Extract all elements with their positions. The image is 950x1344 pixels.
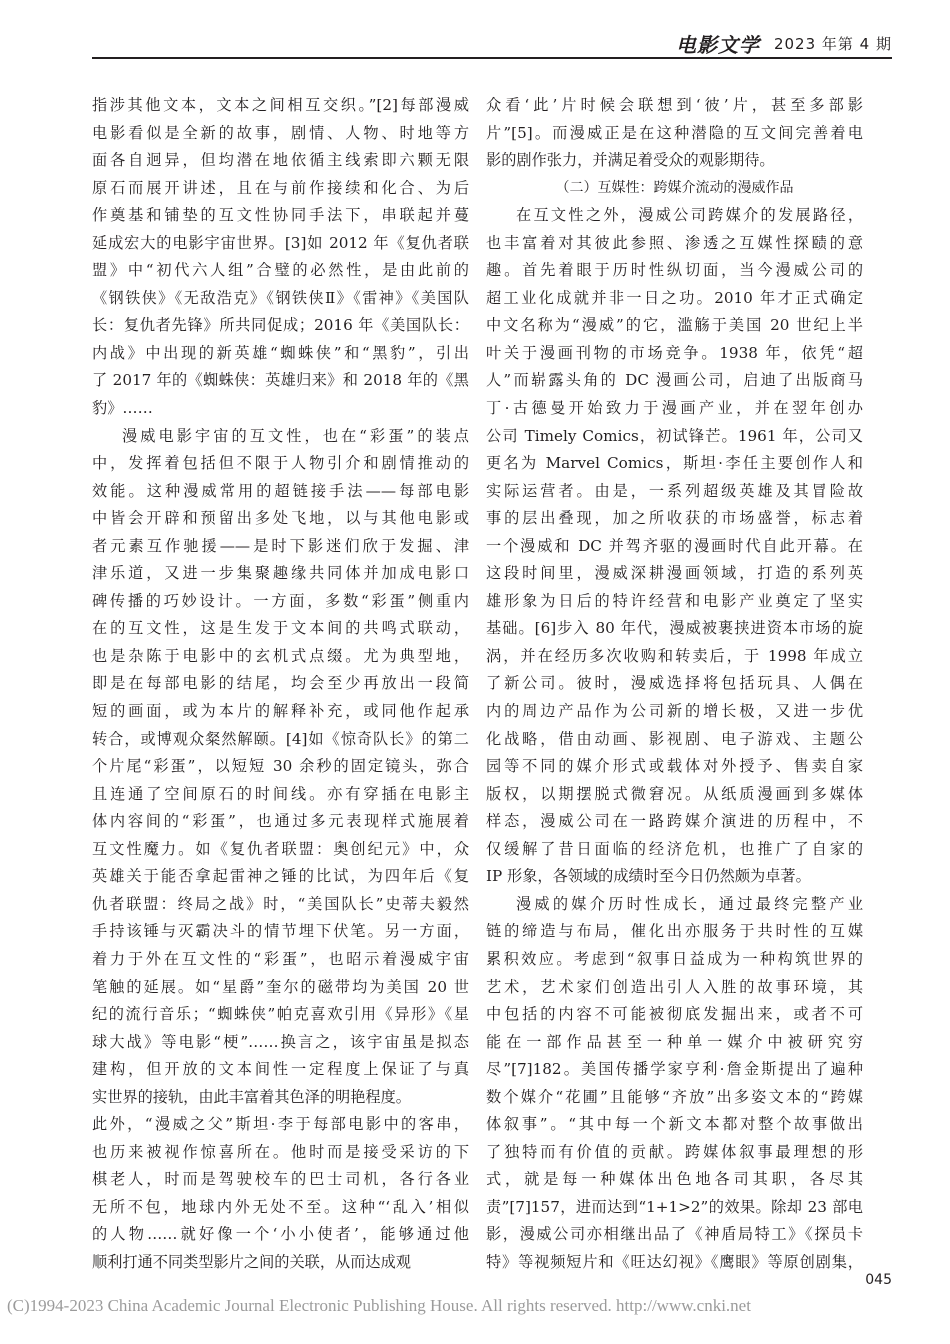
text-line: 互文性魔力。如《复仇者联盟：奥创纪元》中，众 [92, 839, 469, 858]
text-line: 豹》…… [92, 399, 153, 418]
text-line: 版权，以期摆脱式微窘况。从纸质漫画到多媒体 [486, 784, 863, 803]
issue-label: 2023 年第 4 期 [773, 34, 892, 53]
text-line: 津乐道，又进一步集聚趣缘共同体并加成电影口 [92, 564, 469, 583]
text-line: 英雄关于能否拿起雷神之锤的比试，为四年后《复 [92, 867, 469, 886]
text-line: 内战》中出现的新英雄“蜘蛛侠”和“黑豹”，引出 [92, 343, 469, 362]
text-line: 雄形象为日后的特许经营和电影产业奠定了坚实 [486, 591, 863, 610]
text-line: 中文名称为“漫威”的它，滥觞于美国 20 世纪上半 [486, 316, 863, 335]
page-number: 045 [865, 1272, 892, 1288]
text-line: 作奠基和铺垫的互文性协同手法下，串联起并蔓 [92, 206, 469, 225]
text-line: 特》等视频短片和《旺达幻视》《鹰眼》等原创剧集， [486, 1252, 863, 1271]
text-line: 人”而崭露头角的 DC 漫画公司，启迪了出版商马 [486, 371, 863, 390]
text-line: 且连通了空间原石的时间线。亦有穿插在电影主 [92, 784, 469, 803]
text-line: 效能。这种漫威常用的超链接手法——每部电影 [92, 481, 469, 500]
text-line: 能在一部作品甚至一种单一媒介中被研究穷 [486, 1032, 863, 1051]
text-line: 无所不包，地球内外无处不至。这种“‘乱入’相似 [92, 1197, 469, 1216]
text-line: 碑传播的巧妙设计。一方面，多数“彩蛋”侧重内 [92, 591, 469, 610]
text-line: 式，就是每一种媒体出色地各司其职，各尽其 [486, 1170, 863, 1189]
text-line: 转合，或博观众粲然解颐。[4]如《惊奇队长》的第二 [92, 729, 469, 748]
text-line: 片”[5]。而漫威正是在这种潜隐的互文间完善着电 [486, 123, 863, 142]
text-line: 一个漫威和 DC 并驾齐驱的漫画时代自此开幕。在 [486, 536, 863, 555]
journal-logo: 电影文学 [675, 32, 760, 57]
text-line: 尽”[7]182。美国传播学家亨利·詹金斯提出了遍种 [486, 1060, 863, 1079]
text-line: 的人物……就好像一个‘小小使者’，能够通过他 [92, 1225, 469, 1244]
text-line: 累积效应。考虑到“叙事日益成为一种构筑世界的 [486, 949, 863, 968]
text-line: 短的画面，或为本片的解释补充，或同他作起承 [92, 702, 469, 721]
text-line: 中，发挥着包括但不限于人物引介和剧情推动的 [92, 454, 469, 473]
text-line: 仇者联盟：终局之战》时，“美国队长”史蒂夫毅然 [92, 894, 469, 913]
text-line: IP 形象，各领域的成绩时至今日仍然颇为卓著。 [486, 867, 811, 886]
text-line: 棋老人，时而是驾驶校车的巴士司机，各行各业 [92, 1170, 469, 1189]
text-line: 在互文性之外，漫威公司跨媒介的发展路径， [516, 206, 863, 225]
right-column [486, 92, 863, 1277]
text-line: 个片尾“彩蛋”，以短短 30 余秒的固定镜头，弥合 [92, 757, 469, 776]
text-line: 手持该锤与灭霸决斗的情节埋下伏笔。另一方面， [92, 922, 469, 941]
text-line: 漫威电影宇宙的互文性，也在“彩蛋”的装点 [122, 426, 469, 445]
text-line: 众看‘此’片时候会联想到‘彼’片，甚至多部影 [486, 96, 863, 114]
text-line: 仅缓解了昔日面临的经济危机，也推广了自家的 [486, 839, 863, 858]
text-line: 超工业化成就并非一日之功。2010 年才正式确定 [486, 288, 863, 307]
text-line: 《钢铁侠》《无敌浩克》《钢铁侠Ⅱ》《雷神》《美国队 [92, 288, 469, 307]
text-line: 链的缔造与布局，催化出亦服务于共时性的互媒 [486, 922, 863, 941]
text-line: 趣。首先着眼于历时性纵切面，当今漫威公司的 [486, 261, 863, 280]
left-column [92, 92, 469, 1277]
text-line: 了独特而有价值的贡献。跨媒体叙事最理想的形 [486, 1142, 863, 1161]
section-heading: （二）互媒性：跨媒介流动的漫威作品 [555, 179, 794, 196]
text-line: 着力于外在互文性的“彩蛋”，也昭示着漫威宇宙 [92, 949, 469, 968]
text-line: 公司 Timely Comics，初试锋芒。1961 年，公司又 [486, 426, 863, 445]
text-line: 也丰富着对其彼此参照、渗透之互媒性探赜的意 [486, 233, 863, 252]
text-line: 叶关于漫画刊物的市场竞争。1938 年，依凭“超 [486, 343, 863, 362]
text-line: 体内容间的“彩蛋”，也通过多元表现样式施展着 [92, 812, 469, 831]
text-line: 样态，漫威公司在一路跨媒介演进的历程中，不 [486, 812, 863, 831]
text-line: 事的层出叠现，加之所收获的市场盛誉，标志着 [486, 509, 863, 528]
text-line: 更名为 Marvel Comics，斯坦·李任主要创作人和 [486, 454, 863, 473]
text-line: 化战略，借由动画、影视剧、电子游戏、主题公 [486, 729, 863, 748]
text-line: 艺术，艺术家们创造出引人入胜的故事环境，其 [486, 977, 863, 996]
text-line: 了 2017 年的《蜘蛛侠：英雄归来》和 2018 年的《黑 [92, 371, 469, 390]
text-line: 顺利打通不同类型影片之间的关联，从而达成观 [92, 1252, 411, 1271]
text-line: 纪的流行音乐；“蜘蛛侠”帕克喜欢引用《异形》《星 [92, 1005, 469, 1024]
text-line: 延成宏大的电影宇宙世界。[3]如 2012 年《复仇者联 [92, 233, 469, 252]
text-line: 基础。[6]步入 80 年代，漫威被裹挟进资本市场的旋 [486, 619, 863, 638]
text-line: 在的互文性，这是生发于文本间的共鸣式联动， [92, 619, 469, 638]
text-line: 实世界的接轨，由此丰富着其色泽的明艳程度。 [92, 1087, 411, 1106]
text-line: 丁·古德曼开始致力于漫画产业，并在翌年创办 [486, 399, 863, 418]
text-line: 责”[7]157，进而达到“1+1>2”的效果。除却 23 部电 [486, 1197, 863, 1216]
text-line: 实际运营者。由是，一系列超级英雄及其冒险故 [486, 481, 863, 500]
text-line: 长：复仇者先锋》所共同促成；2016 年《美国队长： [92, 316, 469, 335]
text-line: 数个媒介“花圃”且能够“齐放”出多姿文本的“跨媒 [486, 1087, 863, 1106]
text-line: 影，漫威公司亦相继出品了《神盾局特工》《探员卡 [486, 1225, 863, 1244]
header-rule [92, 57, 892, 59]
running-header [676, 30, 892, 56]
text-line: 球大战》等电影“梗”……换言之，该宇宙虽是拟态 [92, 1032, 469, 1051]
text-line: 电影看似是全新的故事，剧情、人物、时地等方 [92, 123, 469, 142]
text-line: 园等不同的媒介形式或载体对外授予、售卖自家 [486, 757, 863, 776]
text-line: 这段时间里，漫威深耕漫画领域，打造的系列英 [486, 564, 863, 583]
text-line: 盟》中“初代六人组”合璧的必然性，是由此前的 [92, 261, 469, 280]
text-line: 即是在每部电影的结尾，均会至少再放出一段简 [92, 674, 469, 693]
text-line: 也历来被视作惊喜所在。他时而是接受采访的下 [92, 1142, 469, 1161]
text-line: 此外，“漫威之父”斯坦·李于每部电影中的客串， [92, 1115, 469, 1134]
text-line: 建构，但开放的文本间性一定程度上保证了与真 [92, 1060, 469, 1079]
text-line: 面各自迥异，但均潜在地依循主线索即六颗无限 [92, 151, 469, 170]
text-line: 体叙事”。“其中每一个新文本都对整个故事做出 [486, 1115, 863, 1134]
text-line: 涡，并在经历多次收购和转卖后，于 1998 年成立 [486, 646, 863, 665]
text-line: 影的剧作张力，并满足着受众的观影期待。 [486, 151, 775, 170]
text-line: 者元素互作驰援——是时下影迷们欣于发掘、津 [92, 536, 469, 555]
text-line: 笔触的延展。如“星爵”奎尔的磁带均为美国 20 世 [92, 977, 469, 996]
copyright-footer: (C)1994-2023 China Academic Journal Electronic Publishing House. All rights reserved. http://www.cnki.net [7, 1296, 751, 1315]
text-line: 也是杂陈于电影中的玄机式点缀。尤为典型地， [92, 646, 469, 665]
text-line: 中皆会开辟和预留出多处飞地，以与其他电影或 [92, 509, 469, 528]
text-line: 原石而展开讲述，且在与前作接续和化合、为后 [92, 178, 469, 197]
text-line: 内的周边产品作为公司新的增长极，又进一步优 [486, 702, 863, 721]
text-line: 中包括的内容不可能被彻底发掘出来，或者不可 [486, 1005, 863, 1024]
text-line: 漫威的媒介历时性成长，通过最终完整产业 [516, 894, 863, 913]
text-line: 指涉其他文本，文本之间相互交织。”[2]每部漫威 [92, 96, 469, 114]
text-line: 了新公司。彼时，漫威选择将包括玩具、人偶在 [486, 674, 863, 693]
